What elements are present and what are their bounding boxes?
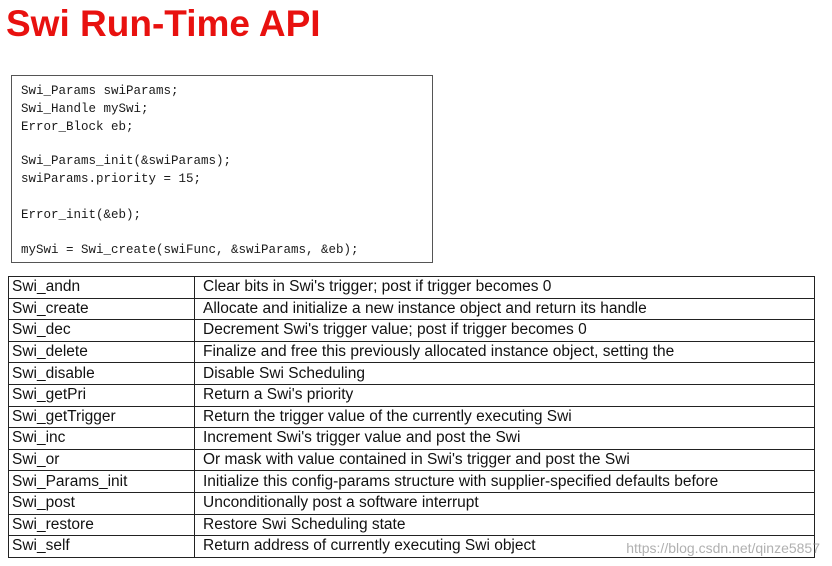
table-row xyxy=(9,384,815,406)
table-row xyxy=(9,471,815,493)
function-description: Return address of currently executing Swi object xyxy=(195,536,815,558)
function-description: Disable Swi Scheduling xyxy=(195,363,815,385)
function-description: Allocate and initialize a new instance object and return its handle xyxy=(195,298,815,320)
function-description: Return a Swi's priority xyxy=(195,384,815,406)
page-title: Swi Run-Time API xyxy=(6,3,321,44)
table-row xyxy=(9,406,815,428)
function-description: Finalize and free this previously allocated instance object, setting the xyxy=(195,341,815,363)
function-description: Increment Swi's trigger value and post the Swi xyxy=(195,428,815,450)
function-description: Return the trigger value of the currently executing Swi xyxy=(195,406,815,428)
table-row xyxy=(9,277,815,299)
table-row xyxy=(9,363,815,385)
code-line: Swi_Params swiParams; xyxy=(21,84,179,98)
function-description: Restore Swi Scheduling state xyxy=(195,514,815,536)
table-row xyxy=(9,492,815,514)
function-name: Swi_getTrigger xyxy=(9,406,195,428)
api-function-table xyxy=(8,276,815,558)
function-name: Swi_post xyxy=(9,492,195,514)
table-row xyxy=(9,298,815,320)
function-name: Swi_Params_init xyxy=(9,471,195,493)
code-snippet-box xyxy=(11,75,433,263)
code-line: Error_Block eb; xyxy=(21,120,134,134)
function-description: Initialize this config-params structure with supplier-specified defaults before xyxy=(195,471,815,493)
function-name: Swi_andn xyxy=(9,277,195,299)
function-name: Swi_inc xyxy=(9,428,195,450)
function-description: Unconditionally post a software interrupt xyxy=(195,492,815,514)
function-name: Swi_or xyxy=(9,449,195,471)
function-description: Decrement Swi's trigger value; post if trigger becomes 0 xyxy=(195,320,815,342)
table-row xyxy=(9,449,815,471)
code-line: Error_init(&eb); xyxy=(21,208,142,222)
code-line: Swi_Params_init(&swiParams); xyxy=(21,154,232,168)
code-line: mySwi = Swi_create(swiFunc, &swiParams, &eb); xyxy=(21,243,359,257)
function-name: Swi_getPri xyxy=(9,384,195,406)
function-description: Or mask with value contained in Swi's trigger and post the Swi xyxy=(195,449,815,471)
function-name: Swi_create xyxy=(9,298,195,320)
function-name: Swi_dec xyxy=(9,320,195,342)
function-name: Swi_restore xyxy=(9,514,195,536)
code-line: Swi_Handle mySwi; xyxy=(21,102,149,116)
function-name: Swi_self xyxy=(9,536,195,558)
table-row xyxy=(9,514,815,536)
function-description: Clear bits in Swi's trigger; post if trigger becomes 0 xyxy=(195,277,815,299)
table-row xyxy=(9,341,815,363)
code-line: swiParams.priority = 15; xyxy=(21,172,202,186)
watermark-url: https://blog.csdn.net/qinze5857 xyxy=(626,540,820,556)
table-row xyxy=(9,320,815,342)
function-name: Swi_delete xyxy=(9,341,195,363)
function-name: Swi_disable xyxy=(9,363,195,385)
table-row xyxy=(9,428,815,450)
